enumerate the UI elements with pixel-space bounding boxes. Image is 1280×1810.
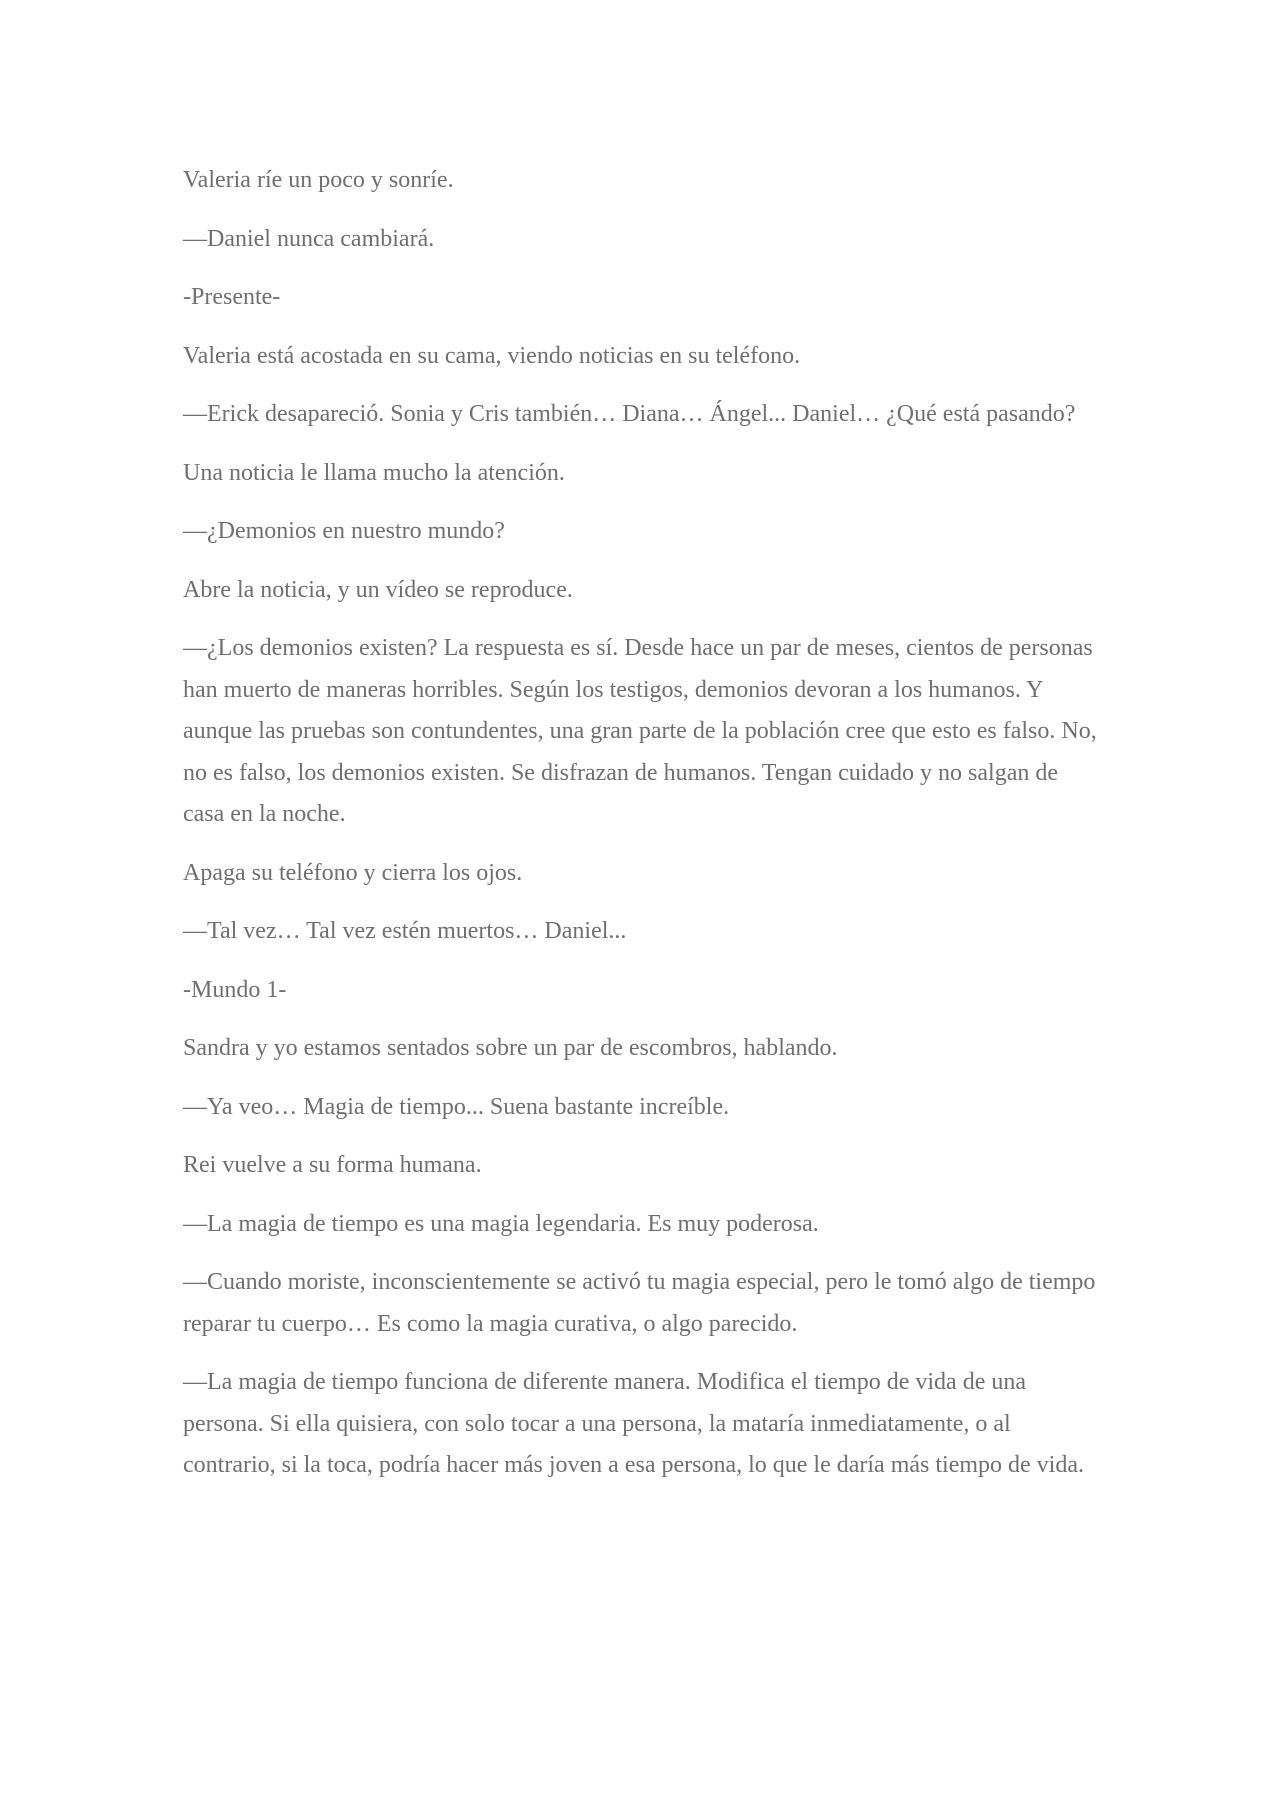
paragraph: —¿Demonios en nuestro mundo? [183, 518, 505, 544]
paragraph: —Daniel nunca cambiará. [183, 225, 435, 252]
paragraph: —Ya veo… Magia de tiempo... Suena bastante increíble. [183, 1093, 730, 1120]
paragraph: Abre la noticia, y un vídeo se reproduce. [183, 576, 573, 603]
paragraph: —Erick desapareció. Sonia y Cris también… Diana… Ángel... Daniel… ¿Qué está pasando? [183, 401, 1076, 427]
section-heading: -Presente- [183, 284, 281, 310]
paragraph: Una noticia le llama mucho la atención. [183, 459, 565, 486]
paragraph: Rei vuelve a su forma humana. [183, 1152, 482, 1178]
paragraph: —Tal vez… Tal vez estén muertos… Daniel... [183, 918, 627, 944]
paragraph: Valeria está acostada en su cama, viendo noticias en su teléfono. [183, 342, 801, 369]
paragraph: —Cuando moriste, inconscientemente se activó tu magia especial, pero le tomó algo de tiempo reparar tu cuerpo… Es como la magia curativa, o algo parecido. [183, 1269, 1096, 1337]
paragraph: —¿Los demonios existen? La respuesta es sí. Desde hace un par de meses, cientos de personas han muerto de maneras horribles. Según los testigos, demonios devoran a los humanos. Y aunque las pruebas son contundentes, una gran parte de la población cree que esto es falso. No, no es falso, los demonios existen. Se disfrazan de humanos. Tengan cuidado y no salgan de casa en la noche. [183, 635, 1097, 827]
section-heading: -Mundo 1- [183, 976, 287, 1003]
paragraph: —La magia de tiempo funciona de diferente manera. Modifica el tiempo de vida de una persona. Si ella quisiera, con solo tocar a una persona, la mataría inmediatamente, o al contrario, si la toca, podría hacer más joven a esa persona, lo que le daría más tiempo de vida. [183, 1369, 1084, 1478]
paragraph: Apaga su teléfono y cierra los ojos. [183, 859, 523, 886]
paragraph: —La magia de tiempo es una magia legendaria. Es muy poderosa. [183, 1210, 819, 1237]
paragraph: Sandra y yo estamos sentados sobre un par de escombros, hablando. [183, 1035, 838, 1061]
paragraph: Valeria ríe un poco y sonríe. [183, 167, 454, 193]
document-body [183, 160, 1103, 1504]
